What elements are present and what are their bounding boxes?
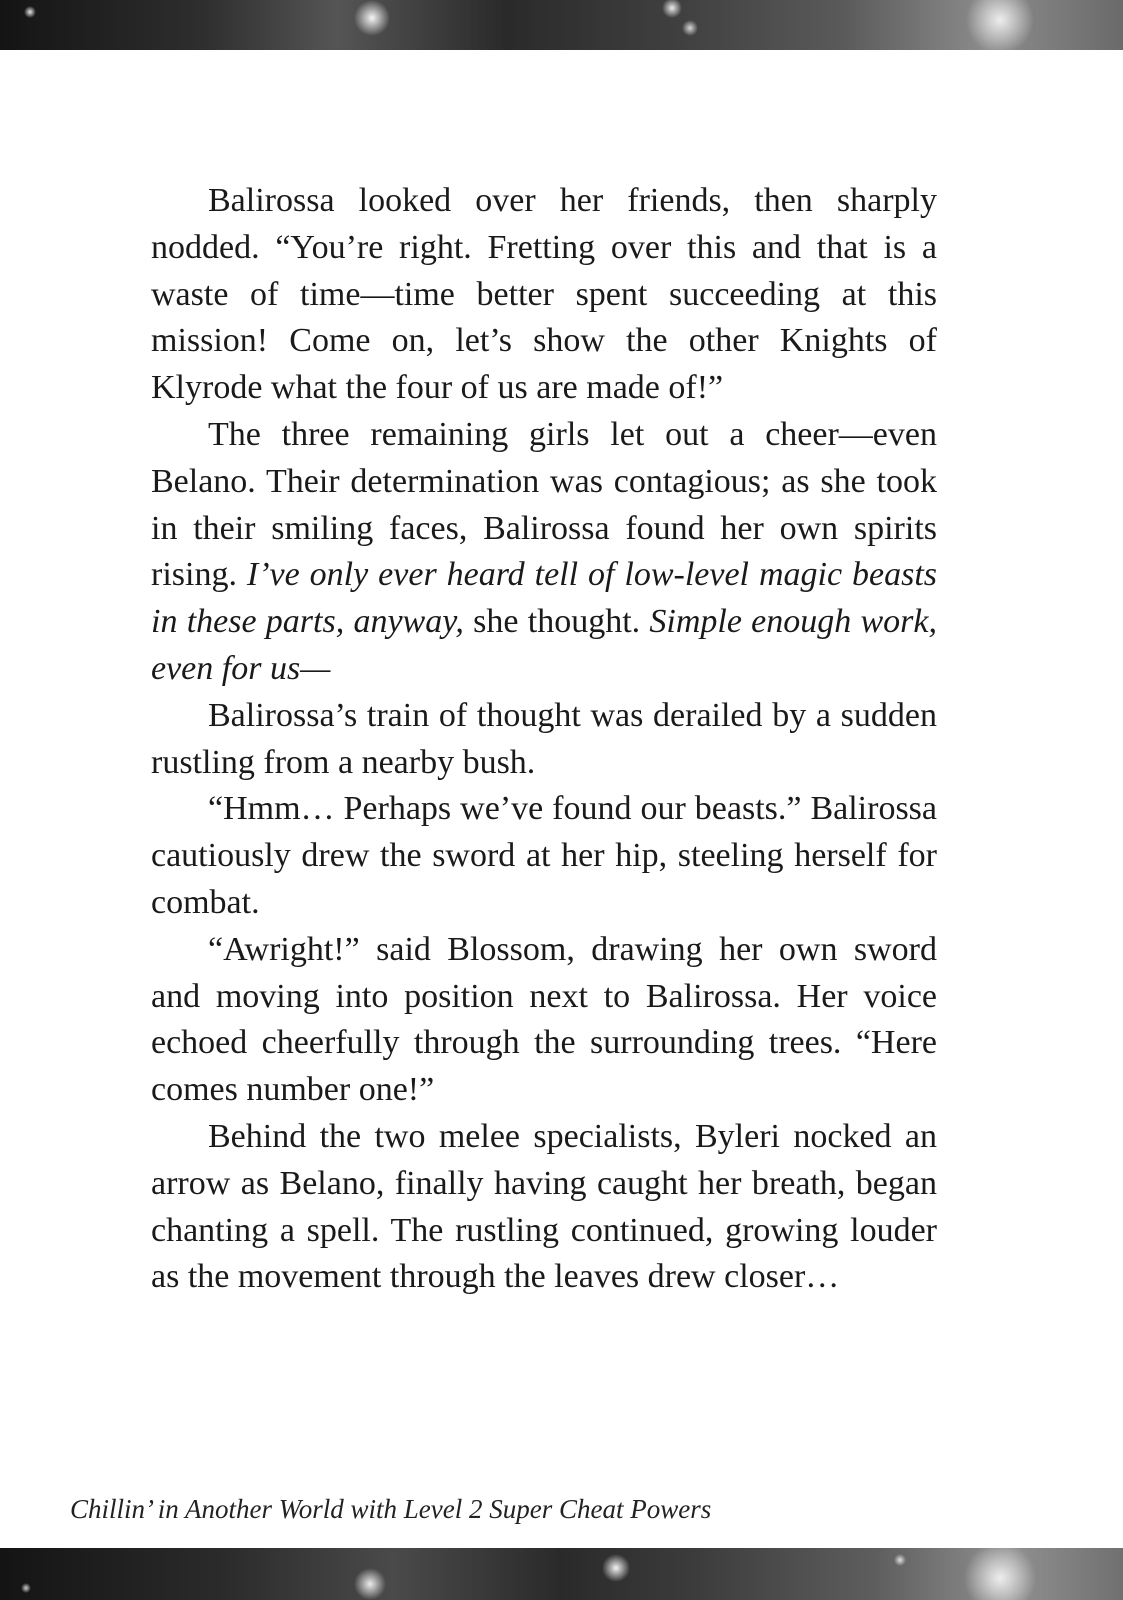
paragraph (151, 412, 937, 693)
paragraph-italic-text: Simple enough work, even for us— (151, 603, 938, 687)
paragraph (151, 178, 937, 412)
paragraph-text: “Hmm… Perhaps we’ve found our beasts.” Balirossa cautiously drew the sword at her hip, steeling herself for combat. (151, 790, 937, 921)
top-decorative-band (0, 0, 1123, 50)
paragraph-text: “Awright!” said Blossom, drawing her own sword and moving into position next to Balirossa. Her voice echoed cheerfully through the surrounding trees. “Here comes number one!” (151, 930, 937, 1109)
paragraph (151, 927, 937, 1114)
paragraph (151, 693, 937, 787)
paragraph-text: Balirossa looked over her friends, then sharply nodded. “You’re right. Fretting over this and that is a waste of time—time better spent succeeding at this mission! Come on, let’s show the other Knights of Klyrode what the four of us are made of!” (151, 182, 937, 407)
page-body-text (151, 178, 937, 1301)
bottom-decorative-band (0, 1548, 1123, 1600)
paragraph-text: The three remaining girls let out a cheer—even Belano. Their determination was contagious; as she took in their smiling faces, Balirossa found her own spirits rising. (151, 415, 937, 594)
paragraph (151, 786, 937, 926)
paragraph-text: Behind the two melee specialists, Byleri nocked an arrow as Belano, finally having caught her breath, began chanting a spell. The rustling continued, growing louder as the movement through the leaves drew closer… (151, 1117, 937, 1296)
paragraph-italic-text: I’ve only ever heard tell of low-level magic beasts in these parts, anyway, (151, 556, 937, 641)
footer-book-title: Chillin’ in Another World with Level 2 Super Cheat Powers (70, 1494, 712, 1524)
paragraph (151, 1114, 937, 1301)
paragraph-text: she thought. (463, 603, 650, 641)
paragraph-text: Balirossa’s train of thought was derailed by a sudden rustling from a nearby bush. (151, 696, 937, 781)
